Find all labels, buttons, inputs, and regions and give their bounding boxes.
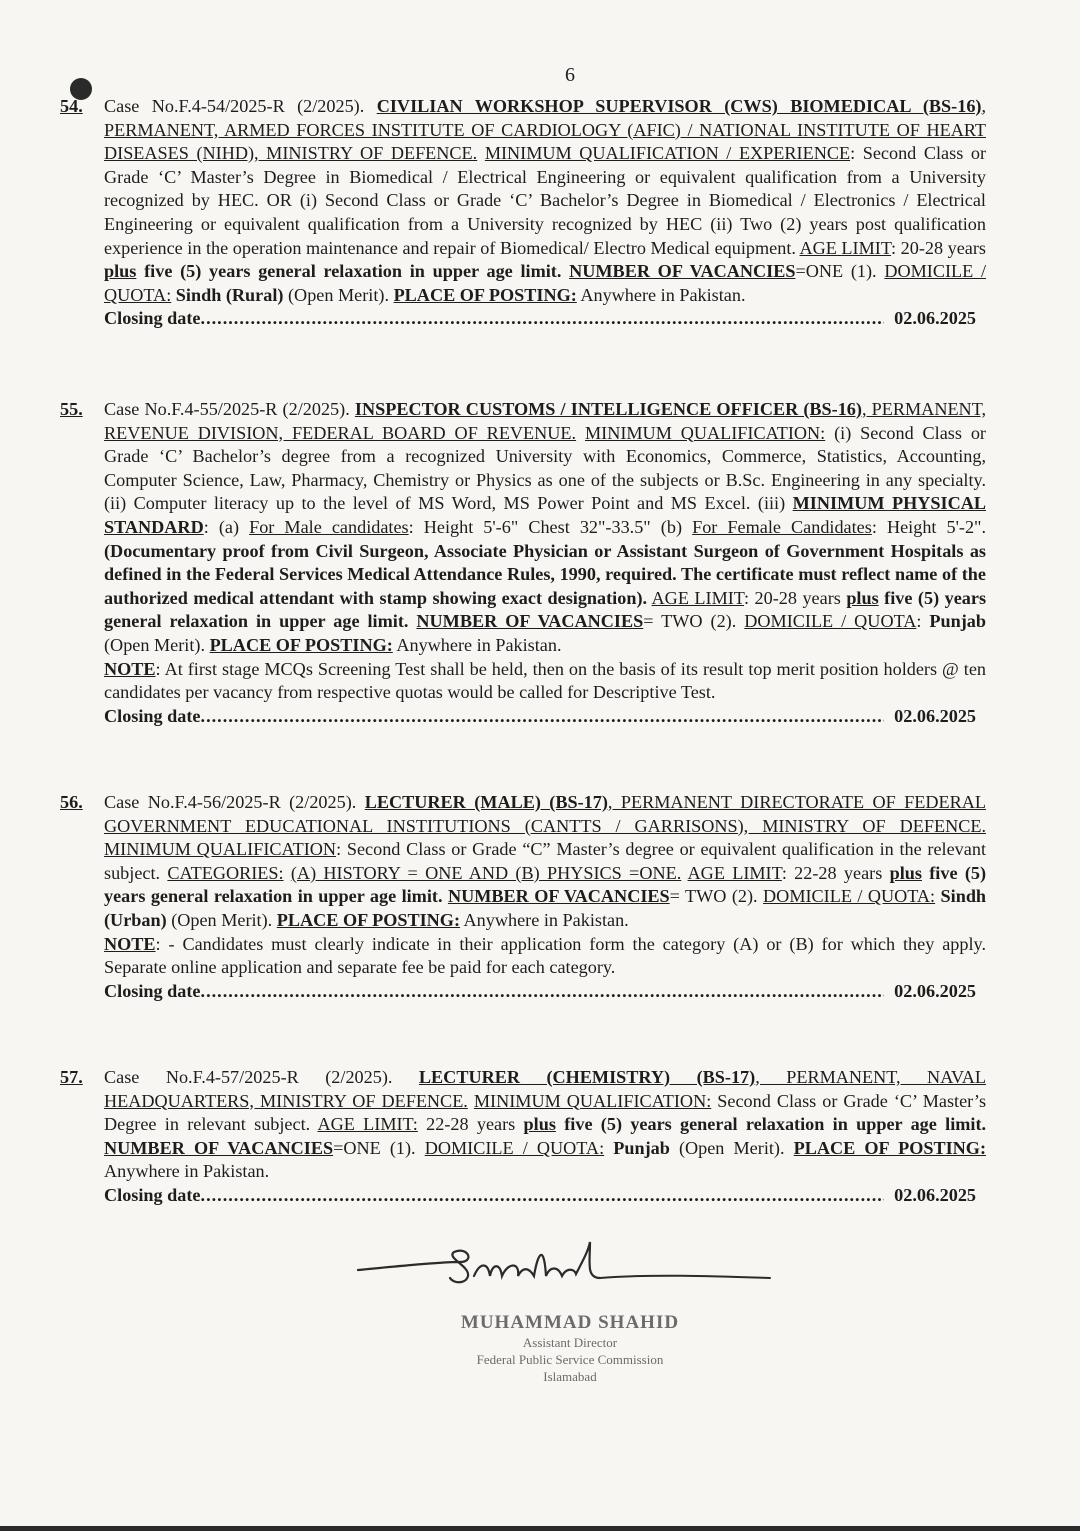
domicile-region: Sindh (Urban) [104, 886, 987, 930]
leader-dots [201, 980, 885, 1004]
age-relaxation: five (5) years general relaxation in upper age limit. [144, 261, 562, 282]
case-body: Case No.F.4-55/2025-R (2/2025). INSPECTOR CUSTOMS / INTELLIGENCE OFFICER (BS-16), PERMANENT, REVENUE DIVISION, FEDERAL BOARD OF REVENUE. MINIMUM QUALIFICATION: (i) Second Class or Grade ‘C’ Bachelor’s degree from a recognized University with Economics, Commerce, Statistics, Accounting, Computer Science, Law, Pharmacy, Chemistry or Physics as one of the subjects or B.Sc. Engineering in any specialty. (ii) Computer literacy up to the level of MS Word, MS Power Point and MS Excel. (iii) MINIMUM PHYSICAL STANDARD: (a) For Male candidates: Height 5'-6" Chest 32"-33.5" (b) For Female Candidates: Height 5'-2". (Documentary proof from Civil Surgeon, Associate Physician or Assistant Surgeon of Government Hospitals as defined in the Federal Services Medical Attendance Rules, 1990, required. The certificate must reflect name of the authorized medical attendant with stamp showing exact designation). AGE LIMIT: 20-28 years plus five (5) years general relaxation in upper age limit. NUMBER OF VACANCIES= TWO (2). DOMICILE / QUOTA: Punjab (Open Merit). PLACE OF POSTING: Anywhere in Pakistan. NOTE: At first stage MCQs Screening Test shall be held, then on the basis of its result top merit position holders @ ten candidates per vacancy from respective quotas would be called for Descriptive Test. Closing date ..... 02.06.2025 [104, 398, 986, 728]
domicile-merit: (Open Merit). [678, 1137, 785, 1158]
post-organization: , PERMANENT, NAVAL HEADQUARTERS, MINISTRY OF DEFENCE. [104, 1067, 987, 1111]
posting-label: PLACE OF POSTING: [393, 284, 577, 305]
note-label: NOTE [104, 933, 156, 954]
age-relaxation: five (5) years general relaxation in upper age limit. [104, 587, 987, 632]
vacancies-label: NUMBER OF VACANCIES [447, 886, 670, 907]
case-body [104, 791, 986, 1003]
closing-date-label: Closing date [104, 980, 201, 1001]
domicile-region: Sindh (Rural) [175, 284, 284, 305]
female-candidates-text: : Height 5'-2". [871, 516, 987, 537]
age-limit-text: : 20-28 years [891, 237, 986, 258]
domicile-region: Punjab [929, 611, 987, 632]
categories-label: CATEGORIES: [167, 862, 284, 883]
vacancies-label: NUMBER OF VACANCIES [416, 611, 644, 632]
post-title: CIVILIAN WORKSHOP SUPERVISOR (CWS) BIOMEDICAL (BS-16) [376, 96, 982, 116]
posting-label: PLACE OF POSTING: [793, 1137, 986, 1158]
plus-word: plus [846, 587, 879, 608]
min-qualification-label: MINIMUM QUALIFICATION: [584, 422, 826, 443]
domicile-region: Punjab [613, 1137, 670, 1158]
domicile-merit: (Open Merit). [104, 634, 206, 655]
case-number: 57. [60, 1067, 83, 1087]
case-reference: Case No.F.4-56/2025-R (2/2025). [104, 792, 357, 812]
age-limit-label: AGE LIMIT [687, 862, 782, 883]
domicile-label: DOMICILE / QUOTA: [763, 886, 936, 907]
min-qualification-label: MINIMUM QUALIFICATION [104, 839, 337, 860]
case-56 [60, 791, 986, 1003]
posting-label: PLACE OF POSTING: [276, 909, 460, 930]
plus-word: plus [104, 261, 137, 282]
signatory-name: MUHAMMAD SHAHID [460, 1312, 680, 1333]
age-relaxation: five (5) years general relaxation in upper age limit. [564, 1114, 987, 1135]
case-reference: Case No.F.4-55/2025-R (2/2025). [104, 399, 350, 419]
posting-text: Anywhere in Pakistan. [104, 1161, 270, 1182]
handwritten-signature [350, 1232, 780, 1302]
case-body [104, 95, 986, 331]
vacancies-text: = TWO (2). [669, 886, 758, 907]
min-qualification-label: MINIMUM QUALIFICATION: [473, 1090, 712, 1111]
closing-date-value: 02.06.2025 [894, 308, 976, 329]
posting-text: Anywhere in Pakistan. [396, 634, 562, 655]
physical-standard-a: : (a) [203, 516, 240, 537]
signatory-designation: Assistant Director [522, 1335, 618, 1350]
case-55 [60, 398, 986, 728]
note-text: : At first stage MCQs Screening Test shall be held, then on the basis of its result top merit position holders @ ten candidates per vacancy from respective quotas would be called for Descriptive Test. [104, 658, 986, 703]
case-number: 56. [60, 792, 83, 812]
closing-date-row [104, 1184, 976, 1208]
physical-standard-label: MINIMUM PHYSICAL STANDARD [104, 493, 986, 537]
vacancies-label: NUMBER OF VACANCIES [104, 1137, 334, 1158]
categories-text: (A) HISTORY = ONE AND (B) PHYSICS =ONE. [290, 862, 682, 883]
signature-block [420, 1312, 720, 1385]
domicile-label: DOMICILE / QUOTA: [424, 1137, 605, 1158]
posting-label: PLACE OF POSTING: [209, 634, 393, 655]
case-body [104, 1066, 986, 1208]
plus-word: plus [889, 862, 922, 883]
min-qualification-text: Second Class or Grade ‘C’ Master’s Degree in relevant subject. [104, 1090, 987, 1135]
page-number: 6 [565, 64, 575, 86]
age-limit-label: AGE LIMIT: [317, 1114, 418, 1135]
domicile-merit: (Open Merit). [171, 909, 273, 930]
post-organization: , PERMANENT, ARMED FORCES INSTITUTE OF CARDIOLOGY (AFIC) / NATIONAL INSTITUTE OF HEART DISEASES (NIHD), MINISTRY OF DEFENCE. [104, 96, 987, 164]
closing-date-label: Closing date [104, 308, 201, 329]
female-candidates-label: For Female Candidates [692, 516, 872, 537]
leader-dots [201, 1184, 885, 1208]
leader-dots [201, 307, 885, 331]
age-relaxation: five (5) years general relaxation in upper age limit. [104, 862, 987, 907]
post-title: LECTURER (CHEMISTRY) (BS-17) [418, 1067, 756, 1087]
closing-date-row [104, 980, 976, 1004]
closing-date-value: 02.06.2025 [894, 980, 976, 1001]
domicile-label: DOMICILE / QUOTA [744, 611, 917, 632]
posting-text: Anywhere in Pakistan. [463, 909, 629, 930]
min-qualification-text: : Second Class or Grade “C” Master’s degree or equivalent qualification in the relevant subject. [104, 839, 986, 883]
age-limit-text: : 20-28 years [744, 587, 841, 608]
age-limit-label: AGE LIMIT [799, 237, 892, 258]
min-qualification-text: : Second Class or Grade ‘C’ Master’s Degree in Biomedical / Electrical Engineering or equivalent qualification from a University recognized by HEC. OR (i) Second Class or Grade ‘C’ Bachelor’s Degree in Biomedical / Electronics / Electrical Engineering or equivalent qualification from a University recognized by HEC (ii) Two (2) years post qualification experience in the operation maintenance and repair of Biomedical/ Electro Medical equipment. [104, 143, 987, 258]
post-organization: , PERMANENT DIRECTORATE OF FEDERAL GOVERNMENT EDUCATIONAL INSTITUTIONS (CANTTS / GARRISONS), MINISTRY OF DEFENCE. [104, 792, 987, 836]
case-number: 55. [60, 399, 83, 419]
closing-date-label: Closing date [104, 1184, 201, 1205]
post-organization: , PERMANENT, REVENUE DIVISION, FEDERAL BOARD OF REVENUE. [104, 399, 986, 443]
closing-date-value: 02.06.2025 [894, 1184, 976, 1205]
case-number: 54. [60, 96, 83, 116]
scan-edge [0, 1526, 1080, 1531]
case-reference: Case No.F.4-57/2025-R (2/2025). [104, 1067, 393, 1087]
min-qualification-text: (i) Second Class or Grade ‘C’ Bachelor’s degree from a recognized University with Economics, Commerce, Statistics, Accounting, Computer Science, Law, Pharmacy, Chemistry or Physics as one of the subjects or B.Sc. Engineering in any specialty. (ii) Computer literacy up to the level of MS Word, MS Power Point and MS Excel. (iii) [104, 422, 986, 514]
age-limit-text: : 22-28 years [781, 862, 883, 883]
domicile-merit: (Open Merit). [288, 284, 390, 305]
closing-date-row [104, 307, 976, 331]
age-limit-label: AGE LIMIT [651, 587, 745, 608]
closing-date-label: Closing date [104, 705, 201, 726]
case-57 [60, 1066, 986, 1208]
documentary-proof: (Documentary proof from Civil Surgeon, Associate Physician or Assistant Surgeon of Government Hospitals as defined in the Federal Services Medical Attendance Rules, 1990, required. The certificate must reflect name of the authorized medical attendant with stamp showing exact designation). [104, 540, 986, 608]
case-54 [60, 95, 986, 331]
vacancies-label: NUMBER OF VACANCIES [569, 261, 796, 282]
closing-date-value: 02.06.2025 [894, 705, 976, 726]
vacancies-text: =ONE (1). [795, 261, 877, 282]
signatory-city: Islamabad [543, 1369, 597, 1384]
posting-text: Anywhere in Pakistan. [580, 284, 746, 305]
male-candidates-label: For Male candidates [249, 516, 409, 537]
closing-date-row [104, 705, 976, 729]
min-qualification-label: MINIMUM QUALIFICATION / EXPERIENCE [484, 143, 851, 164]
domicile-label: DOMICILE / QUOTA: [104, 261, 987, 305]
post-title: LECTURER (MALE) (BS-17) [364, 792, 608, 812]
note-label: NOTE [104, 658, 156, 679]
plus-word: plus [523, 1114, 556, 1135]
vacancies-text: = TWO (2). [643, 611, 737, 632]
signatory-office: Federal Public Service Commission [476, 1352, 664, 1367]
age-limit-text: 22-28 years [426, 1114, 516, 1135]
vacancies-text: =ONE (1). [333, 1137, 416, 1158]
note-text: : - Candidates must clearly indicate in their application form the category (A) or (B) for which they apply. Separate online application and separate fee be paid for each category. [104, 933, 986, 978]
male-candidates-text: : Height 5'-6" Chest 32"-33.5" (b) [408, 516, 683, 537]
post-title: INSPECTOR CUSTOMS / INTELLIGENCE OFFICER (BS-16) [354, 399, 862, 419]
case-reference: Case No.F.4-54/2025-R (2/2025). [104, 96, 365, 116]
leader-dots [201, 705, 885, 729]
